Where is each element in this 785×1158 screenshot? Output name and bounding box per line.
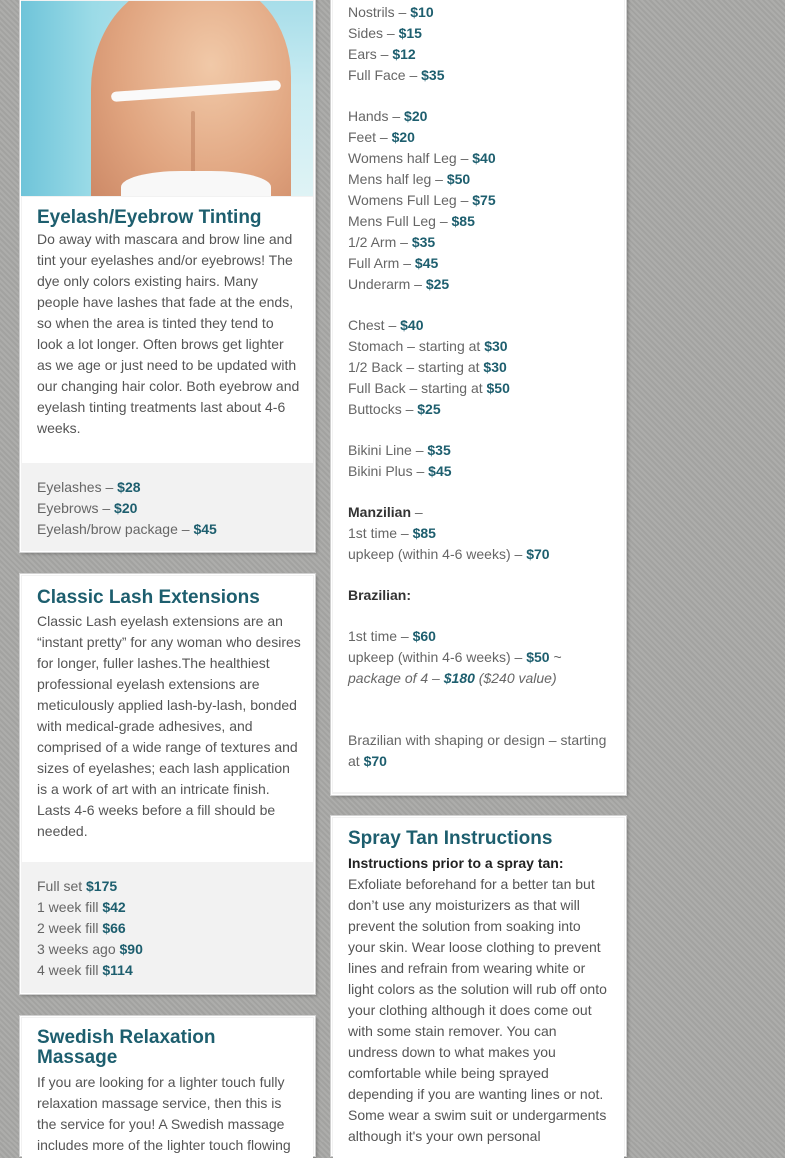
lash-card <box>20 574 315 994</box>
price-line: Womens Full Leg – $75 <box>348 192 496 208</box>
price-line: Buttocks – $25 <box>348 401 441 417</box>
brazilian-heading: Brazilian: <box>348 587 412 603</box>
lash-description: Classic Lash eyelash extensions are an “instant pretty” for any woman who desires for longer, fuller lashes.The healthiest professional eyelash extensions are meticulously applied lash-by-lash, bonded with medical-grade adhesives, and comprised of a wide range of textures and sizes of eyelashes; each lash application is a work of art with an intricate finish. Lasts 4-6 weeks before a fill should be needed. <box>37 613 301 839</box>
price-line: Womens half Leg – $40 <box>348 150 496 166</box>
price-line: upkeep (within 4-6 weeks) – $50 ~ <box>348 649 562 665</box>
spray-tan-title: Spray Tan Instructions <box>348 828 553 849</box>
tinting-body <box>22 197 313 463</box>
swedish-card <box>20 1016 315 1156</box>
price-line: 1 week fill $42 <box>37 899 126 915</box>
tinting-description: Do away with mascara and brow line and tint your eyelashes and/or eyebrows! The dye only colors existing hairs. Many people have lashes that fade at the ends, so when the area is tinted they tend to look a lot longer. Often brows get lighter as we age or just need to be updated with our changing hair color. Both eyebrow and eyelash tinting treatments last about 4-6 weeks. <box>37 231 300 436</box>
package-line: package of 4 – $180 ($240 value) <box>348 670 557 686</box>
price-line: Full Arm – $45 <box>348 255 439 271</box>
price-line: Chest – $40 <box>348 317 424 333</box>
price-line: Hands – $20 <box>348 108 428 124</box>
price-line: Full set $175 <box>37 878 118 894</box>
spray-tan-card <box>331 816 626 1156</box>
waxing-body <box>333 0 624 792</box>
waxing-price-list <box>348 2 618 772</box>
swedish-body <box>22 1018 313 1158</box>
waxing-card <box>331 0 626 795</box>
lash-price-list <box>37 876 143 981</box>
manzilian-heading: Manzilian – <box>348 504 423 520</box>
bikini-bottoms <box>121 171 271 196</box>
price-line: Full Back – starting at $50 <box>348 380 510 396</box>
price-line: Bikini Plus – $45 <box>348 463 452 479</box>
price-line: Eyelashes – $28 <box>37 479 141 495</box>
spray-tan-subtitle: Instructions prior to a spray tan: <box>348 855 564 871</box>
price-line: Full Face – $35 <box>348 67 445 83</box>
price-line: Ears – $12 <box>348 46 416 62</box>
tinting-card <box>20 0 315 552</box>
lash-body <box>22 576 313 862</box>
price-line: Stomach – starting at $30 <box>348 338 508 354</box>
spa-photo <box>21 1 313 196</box>
tinting-title: Eyelash/Eyebrow Tinting <box>37 207 262 228</box>
swedish-title: Swedish Relaxation Massage <box>37 1027 216 1068</box>
price-line: Eyelash/brow package – $45 <box>37 521 217 537</box>
price-line: Mens Full Leg – $85 <box>348 213 475 229</box>
price-line: Mens half leg – $50 <box>348 171 471 187</box>
price-line: 3 weeks ago $90 <box>37 941 143 957</box>
price-line: 2 week fill $66 <box>37 920 126 936</box>
price-line: Eyebrows – $20 <box>37 500 138 516</box>
price-line: 4 week fill $114 <box>37 962 133 978</box>
price-line: Underarm – $25 <box>348 276 450 292</box>
swedish-description: If you are looking for a lighter touch fully relaxation massage service, then this is the service for you! A Swedish massage includes more of the lighter touch flowing <box>37 1074 291 1153</box>
price-line: Feet – $20 <box>348 129 415 145</box>
price-line: Nostrils – $10 <box>348 4 434 20</box>
price-line: 1st time – $85 <box>348 525 436 541</box>
price-line: 1/2 Back – starting at $30 <box>348 359 507 375</box>
price-line: Bikini Line – $35 <box>348 442 451 458</box>
price-line: 1st time – $60 <box>348 628 436 644</box>
tinting-price-list <box>37 477 217 540</box>
brazilian-design-line: Brazilian with shaping or design – starting at $70 <box>348 732 607 769</box>
spray-tan-description: Exfoliate beforehand for a better tan but don’t use any moisturizers as that will prevent the solution from soaking into your skin. Wear loose clothing to prevent lines and refrain from wearing white or light colors as the solution will rub off onto your clothing although it does come out with some stain remover. You can undress down to what makes you comfortable while being sprayed depending if you are wanting lines or not. Some wear a swim suit or undergarments although it's your own personal <box>348 876 607 1144</box>
price-line: upkeep (within 4-6 weeks) – $70 <box>348 546 550 562</box>
price-line: Sides – $15 <box>348 25 422 41</box>
price-line: 1/2 Arm – $35 <box>348 234 436 250</box>
spray-tan-body <box>333 818 624 1158</box>
lash-title: Classic Lash Extensions <box>37 587 260 608</box>
